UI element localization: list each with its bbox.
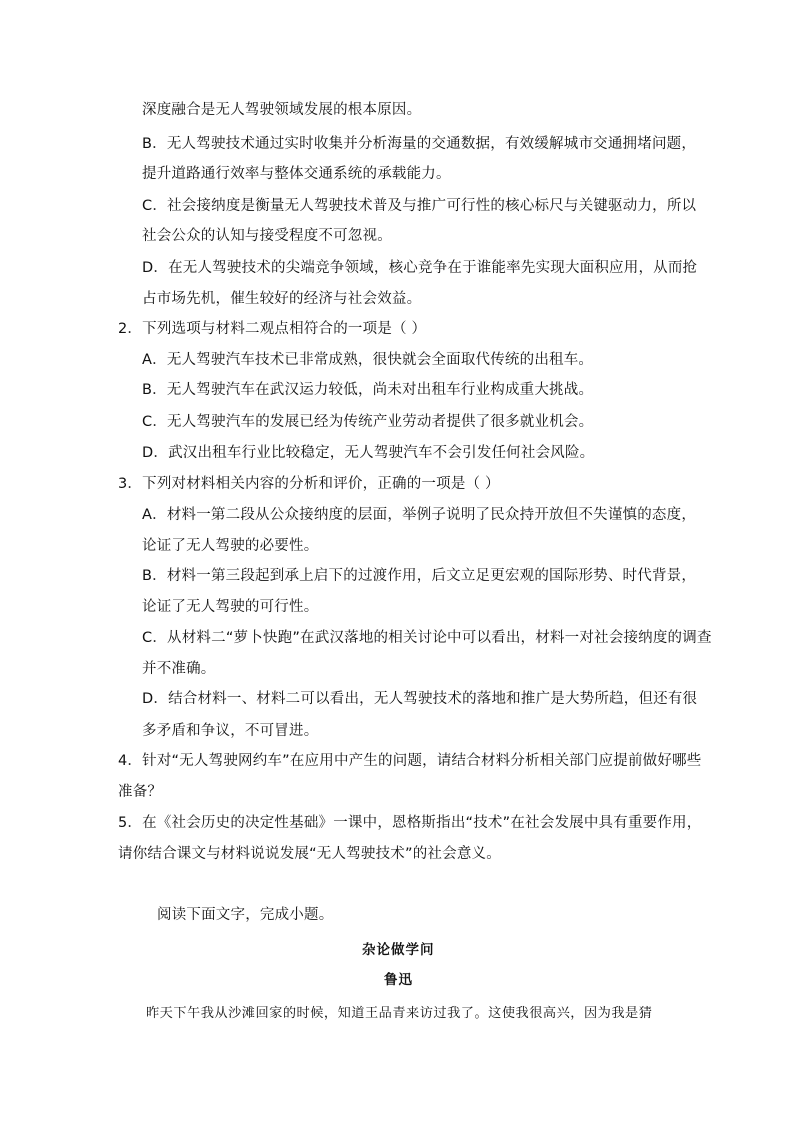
question-3-option-c: C．从材料二“萝卜快跑”在武汉落地的相关讨论中可以看出，材料一对社会接纳度的调查 <box>142 630 712 646</box>
text-line: 提升道路通行效率与整体交通系统的承载能力。 <box>142 166 451 182</box>
text-line: 论证了无人驾驶的必要性。 <box>142 538 319 554</box>
text-line: 深度融合是无人驾驶领域发展的根本原因。 <box>142 102 422 118</box>
article-title: 杂论做学问 <box>362 942 435 958</box>
text-line: 社会公众的认知与接受程度不可忽视。 <box>142 228 392 244</box>
article-author: 鲁迅 <box>384 972 413 988</box>
question-1-option-b: B．无人驾驶技术通过实时收集并分析海量的交通数据，有效缓解城市交通拥堵问题， <box>142 136 697 152</box>
question-3-option-d: D．结合材料一、材料二可以看出，无人驾驶技术的落地和推广是大势所趋，但还有很 <box>142 691 698 707</box>
question-3-option-b: B．材料一第三段起到承上启下的过渡作用，后文立足更宏观的国际形势、时代背景， <box>142 568 697 584</box>
text-line: 请你结合课文与材料说说发展“无人驾驶技术”的社会意义。 <box>118 846 501 862</box>
text-line: 并不准确。 <box>142 661 216 677</box>
question-2-stem: 2．下列选项与材料二观点相符合的一项是（ ） <box>118 321 427 337</box>
question-4-stem: 4．针对“无人驾驶网约车”在应用中产生的问题，请结合材料分析相关部门应提前做好哪些 <box>118 753 702 769</box>
article-paragraph: 昨天下午我从沙滩回家的时候，知道王品青来访过我了。这使我很高兴，因为我是猜 <box>146 1006 653 1021</box>
question-1-option-c: C．社会接纳度是衡量无人驾驶技术普及与推广可行性的核心标尺与关键驱动力，所以 <box>142 198 697 214</box>
reading-instruction: 阅读下面文字，完成小题。 <box>157 907 334 923</box>
question-2-option-b: B．无人驾驶汽车在武汉运力较低，尚未对出租车行业构成重大挑战。 <box>142 382 594 398</box>
question-3-stem: 3．下列对材料相关内容的分析和评价，正确的一项是（ ） <box>118 476 500 492</box>
question-5-stem: 5．在《社会历史的决定性基础》一课中，恩格斯指出“技术”在社会发展中具有重要作用， <box>118 815 702 831</box>
question-2-option-d: D．武汉出租车行业比较稳定，无人驾驶汽车不会引发任何社会风险。 <box>142 445 595 461</box>
question-1-option-d: D．在无人驾驶技术的尖端竞争领域，核心竞争在于谁能率先实现大面积应用，从而抢 <box>142 260 698 276</box>
text-line: 多矛盾和争议，不可冒进。 <box>142 723 319 739</box>
text-line: 占市场先机，催生较好的经济与社会效益。 <box>142 291 422 307</box>
question-2-option-c: C．无人驾驶汽车的发展已经为传统产业劳动者提供了很多就业机会。 <box>142 414 594 430</box>
question-2-option-a: A．无人驾驶汽车技术已非常成熟，很快就会全面取代传统的出租车。 <box>142 352 594 368</box>
question-3-option-a: A．材料一第二段从公众接纳度的层面，举例子说明了民众持开放但不失谨慎的态度， <box>142 507 697 523</box>
text-line: 准备？ <box>118 784 163 800</box>
text-line: 论证了无人驾驶的可行性。 <box>142 599 319 615</box>
